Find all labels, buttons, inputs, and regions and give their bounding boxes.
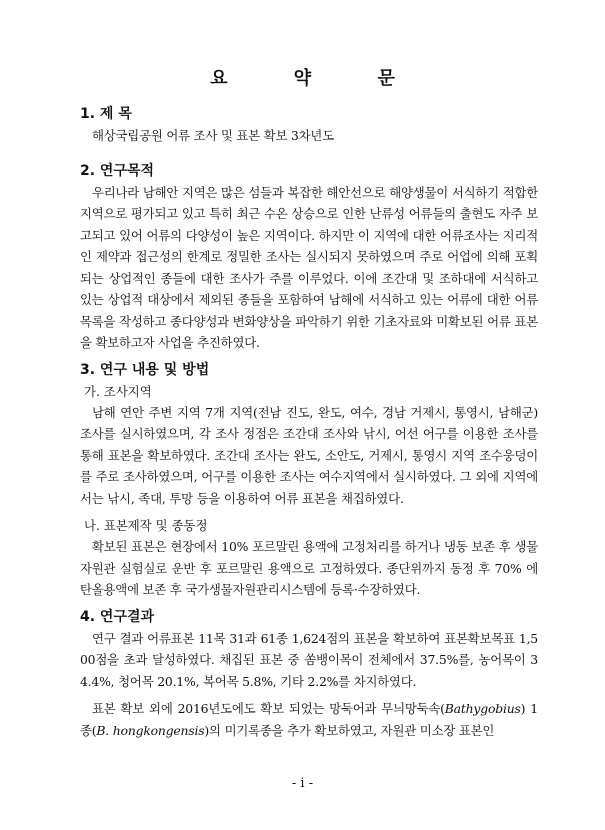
results-text-b: ) 1종( — [80, 701, 538, 738]
section-body-purpose: 우리나라 남해안 지역은 많은 섬들과 복잡한 해안선으로 해양생물이 서식하기 적합한 지역으로 평가되고 있고 특히 최근 수온 상승으로 인한 난류성 어류들의 출현도 자주 보고되고 있어 어류의 다양성이 높은 지역이다. 하지만 이 지역에 대한 어류조사는 지리적인 제약과 접근성의 한계로 정밀한 조사는 실시되지 못하였으며 주로 어업에 의해 포획되는 상업적인 종들에 대한 조사가 주를 이루었다. 이에 조간대 및 조하대에 서식하고 있는 상업적 대상에서 제외된 종들을 포함하여 남해에 서식하고 있는 어류에 대한 어류목록을 작성하고 종다양성과 변화양상을 파악하기 위한 기초자료와 미확보된 어류 표본을 확보하고자 사업을 추진하였다. — [80, 184, 538, 350]
genus-name: Bathygobius — [444, 701, 521, 716]
page-content — [80, 104, 538, 747]
section-body-title: 해상국립공원 어류 조사 및 표본 확보 3차년도 — [92, 128, 334, 143]
paragraph-survey-area: 남해 연안 주변 지역 7개 지역(전남 진도, 완도, 여수, 경남 거제시, 통영시, 남해군) 조사를 실시하였으며, 각 조사 정점은 조간대 조사와 낚시, 어선 어구를 이용한 조사를 통해 표본을 확보하였다. 조간대 조사는 완도, 소안도, 거제시, 통영시 지역 조수웅덩이를 주로 조사하였으며, 어구를 이용한 조사는 여수지역에서 실시하였다. 그 외에 지역에서는 낚시, 족대, 투망 등을 이용하여 어류 표본을 채집하였다. — [80, 404, 538, 506]
paragraph-specimen-identification: 확보된 표본은 현장에서 10% 포르말린 용액에 고정처리를 하거나 냉동 보존 후 생물자원관 실험실로 운반 후 포르말린 용액으로 고정하였다. 종단위까지 동정 후 70% 에탄올용액에 보존 후 국가생물자원관리시스템에 등록·수장하였다. — [80, 539, 538, 597]
species-name: B. hongkongensis — [96, 722, 205, 738]
subheading-specimen-identification: 나. 표본제작 및 종동정 — [84, 518, 208, 533]
page-title: 요 약 문 — [210, 68, 425, 89]
paragraph-results-2 — [80, 698, 538, 741]
results-text-c: )의 미기록종을 추가 확보하였고, 자원관 미소장 표본인 — [204, 722, 495, 738]
section-heading-title: 1. 제 목 — [80, 106, 132, 122]
results-text-a: 표본 확보 외에 2016년도에도 확보 되었는 망둑어과 무늬망둑속( — [92, 701, 445, 716]
paragraph-results-1: 연구 결과 어류표본 11목 31과 61종 1,624점의 표본을 확보하여 표본확보목표 1,500점을 초과 달성하였다. 채집된 표본 중 쏨뱅이목이 전체에서 37.5%를, 농어목이 34.4%, 청어목 20.1%, 복어목 5.8%, 기타 2.2%를 차지하였다. — [80, 630, 538, 689]
page-number: - i - — [291, 776, 314, 791]
subheading-survey-area: 가. 조사지역 — [84, 383, 152, 399]
section-heading-purpose: 2. 연구목적 — [80, 162, 155, 179]
section-heading-results: 4. 연구결과 — [80, 608, 155, 625]
section-heading-methods: 3. 연구 내용 및 방법 — [80, 361, 210, 378]
